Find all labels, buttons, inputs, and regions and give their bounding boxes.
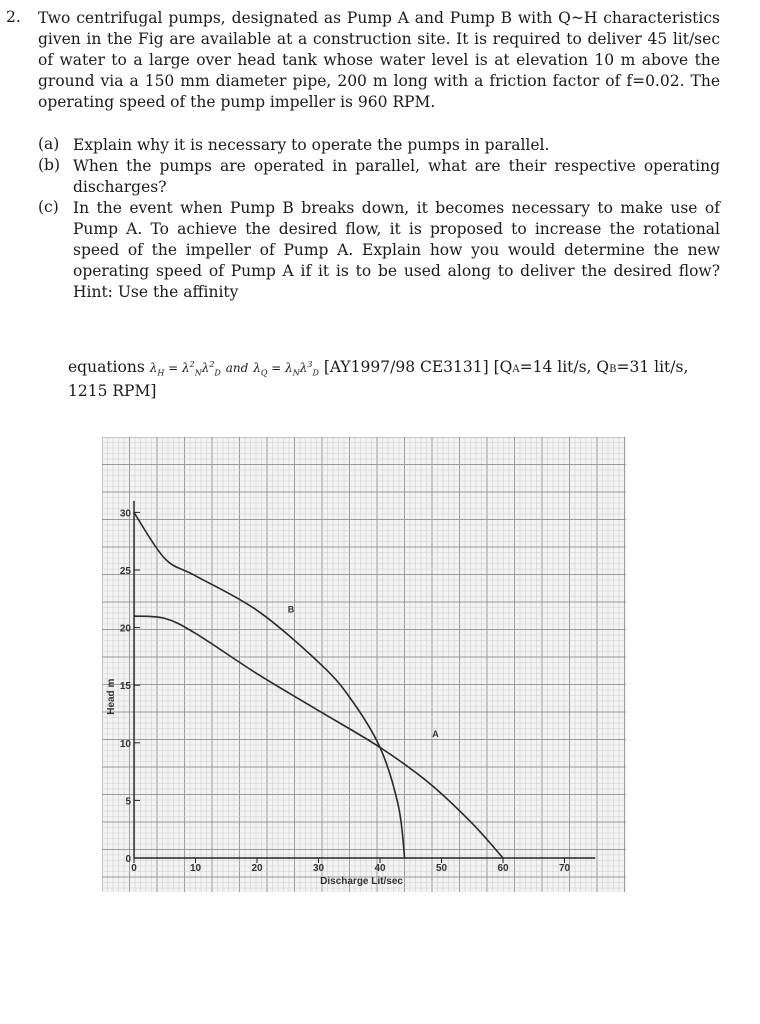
part-c-label: (c) xyxy=(38,198,59,216)
part-a-label: (a) xyxy=(38,135,60,153)
x-tick-label: 20 xyxy=(251,863,263,874)
question-number: 2. xyxy=(6,8,21,26)
answers: [QA=14 lit/s, QB=31 lit/s, xyxy=(493,358,689,376)
affinity-equations-line xyxy=(68,352,728,386)
x-tick-label: 30 xyxy=(312,863,325,874)
pump-characteristics-chart xyxy=(102,437,626,892)
y-tick-label: 10 xyxy=(119,738,131,750)
y-tick-label: 20 xyxy=(119,623,131,635)
curve-label-b: B xyxy=(287,604,295,615)
equation-lead: equations xyxy=(68,358,145,376)
y-tick-label: 30 xyxy=(119,508,131,520)
x-tick-label: 10 xyxy=(189,863,202,874)
equation-and: and xyxy=(225,361,249,375)
answers-line-2: 1215 RPM] xyxy=(68,382,157,400)
x-tick-label: 50 xyxy=(435,863,448,874)
y-axis-label: Head m xyxy=(106,678,117,715)
part-a-text: Explain why it is necessary to operate the pumps in parallel. xyxy=(73,136,550,154)
question-intro: Two centrifugal pumps, designated as Pump A and Pump B with Q~H characteristics given in the Fig are available at a construction site. It is required to deliver 45 lit/sec of water to a large over head tank whose water level is at elevation 10 m above the ground via a 150 mm diameter pipe, 200 m long with a friction factor of f=0.02. The operating speed of the pump impeller is 960 RPM. xyxy=(38,9,720,111)
y-tick-label: 0 xyxy=(125,854,131,865)
affinity-formula-head: $\lambda_H = \lambda^2_N\lambda^2_D$ xyxy=(149,360,221,378)
curve-label-a: A xyxy=(432,729,439,740)
part-b-text: When the pumps are operated in parallel, what are their respective operating discharges? xyxy=(73,157,720,196)
part-c-text: In the event when Pump B breaks down, it becomes necessary to make use of Pump A. To achieve the desired flow, it is proposed to increase the rotational speed of the impeller of Pump A. Explain how you would determine the new operating speed of Pump A if it is to be used along to deliver the desired flow? Hint: Use the affinity xyxy=(73,199,720,301)
y-tick-label: 5 xyxy=(125,796,131,808)
affinity-formula-discharge: $\lambda_Q = \lambda_N\lambda^3_D$ xyxy=(253,360,319,378)
part-b-label: (b) xyxy=(38,156,61,174)
x-tick-label: 40 xyxy=(374,863,386,874)
reference: [AY1997/98 CE3131] xyxy=(323,358,489,376)
y-tick-label: 25 xyxy=(119,566,131,577)
x-tick-label: 70 xyxy=(558,863,571,874)
x-tick-label: 0 xyxy=(131,863,137,874)
x-axis-label: Discharge Lit/sec xyxy=(320,876,403,887)
y-tick-label: 15 xyxy=(119,681,131,693)
x-tick-label: 60 xyxy=(497,863,509,874)
